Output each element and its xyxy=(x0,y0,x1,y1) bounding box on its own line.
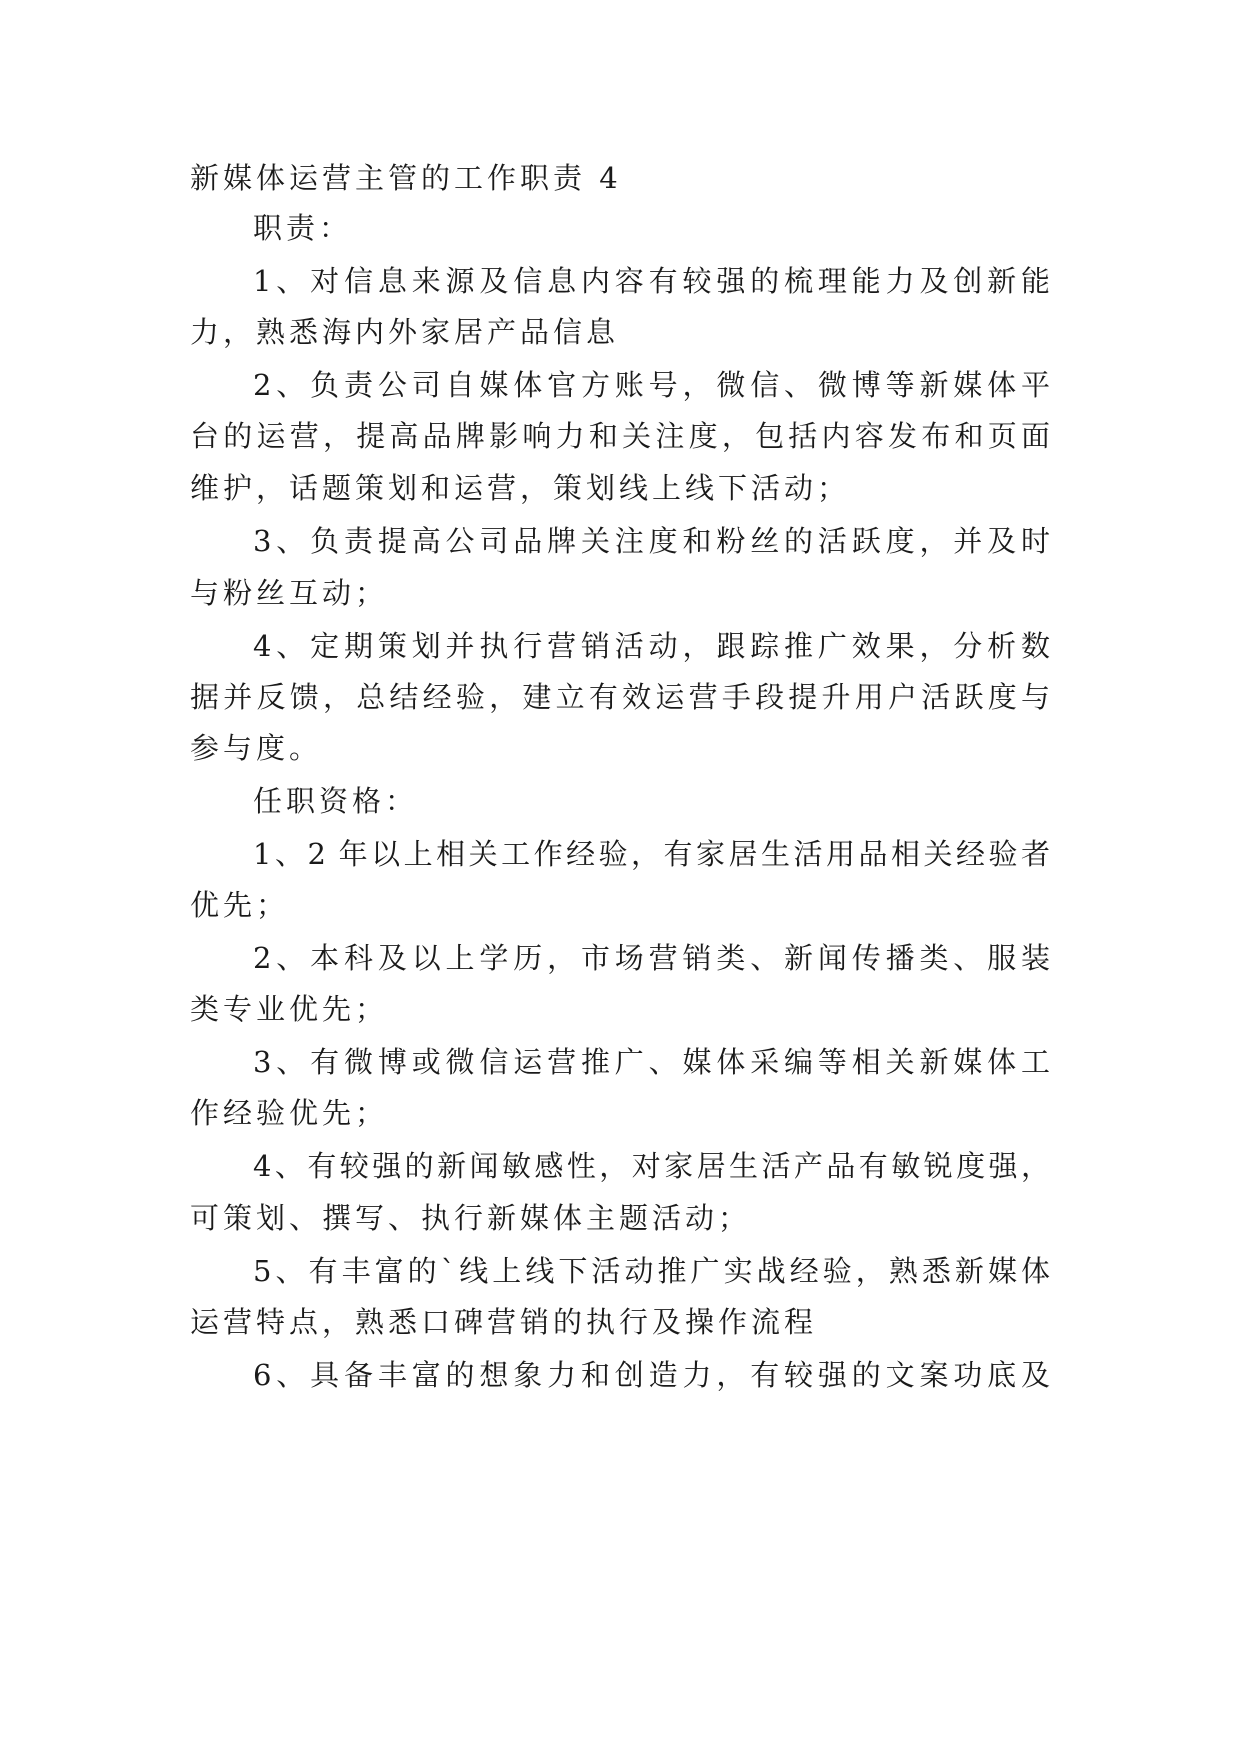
duty-2-line-2: 台的运营，提高品牌影响力和关注度，包括内容发布和页面 xyxy=(190,419,1050,453)
qualification-4-line-1: 4、有较强的新闻敏感性，对家居生活产品有敏锐度强， xyxy=(253,1149,1050,1183)
qualification-3-line-1: 3、有微博或微信运营推广、媒体采编等相关新媒体工 xyxy=(253,1045,1050,1079)
qualification-1-line-2: 优先； xyxy=(190,888,290,922)
qualification-1-line-1: 1、2 年以上相关工作经验，有家居生活用品相关经验者 xyxy=(253,837,1050,871)
qualification-5-line-2: 运营特点，熟悉口碑营销的执行及操作流程 xyxy=(190,1305,818,1339)
qualification-4-line-2: 可策划、撰写、执行新媒体主题活动； xyxy=(190,1201,752,1235)
duty-4-line-3: 参与度。 xyxy=(190,731,323,765)
qualification-5-line-1: 5、有丰富的`线上线下活动推广实战经验，熟悉新媒体 xyxy=(253,1254,1050,1288)
duty-3-line-2: 与粉丝互动； xyxy=(190,576,389,610)
duty-1-line-2: 力，熟悉海内外家居产品信息 xyxy=(190,315,620,349)
duty-4-line-1: 4、定期策划并执行营销活动，跟踪推广效果，分析数 xyxy=(253,629,1050,663)
duty-2-line-1: 2、负责公司自媒体官方账号，微信、微博等新媒体平 xyxy=(253,368,1050,402)
qualifications-heading: 任职资格： xyxy=(253,784,419,818)
document-title: 新媒体运营主管的工作职责 4 xyxy=(190,161,622,195)
qualification-6-line-1: 6、具备丰富的想象力和创造力，有较强的文案功底及 xyxy=(253,1358,1050,1392)
duty-2-line-3: 维护，话题策划和运营，策划线上线下活动； xyxy=(190,471,851,505)
duty-3-line-1: 3、负责提高公司品牌关注度和粉丝的活跃度，并及时 xyxy=(253,524,1050,558)
qualification-2-line-1: 2、本科及以上学历，市场营销类、新闻传播类、服装 xyxy=(253,941,1050,975)
duty-4-line-2: 据并反馈，总结经验，建立有效运营手段提升用户活跃度与 xyxy=(190,680,1050,714)
duty-1-line-1: 1、对信息来源及信息内容有较强的梳理能力及创新能 xyxy=(253,264,1050,298)
qualification-3-line-2: 作经验优先； xyxy=(190,1096,389,1130)
duties-heading: 职责： xyxy=(253,211,353,245)
qualification-2-line-2: 类专业优先； xyxy=(190,992,389,1026)
